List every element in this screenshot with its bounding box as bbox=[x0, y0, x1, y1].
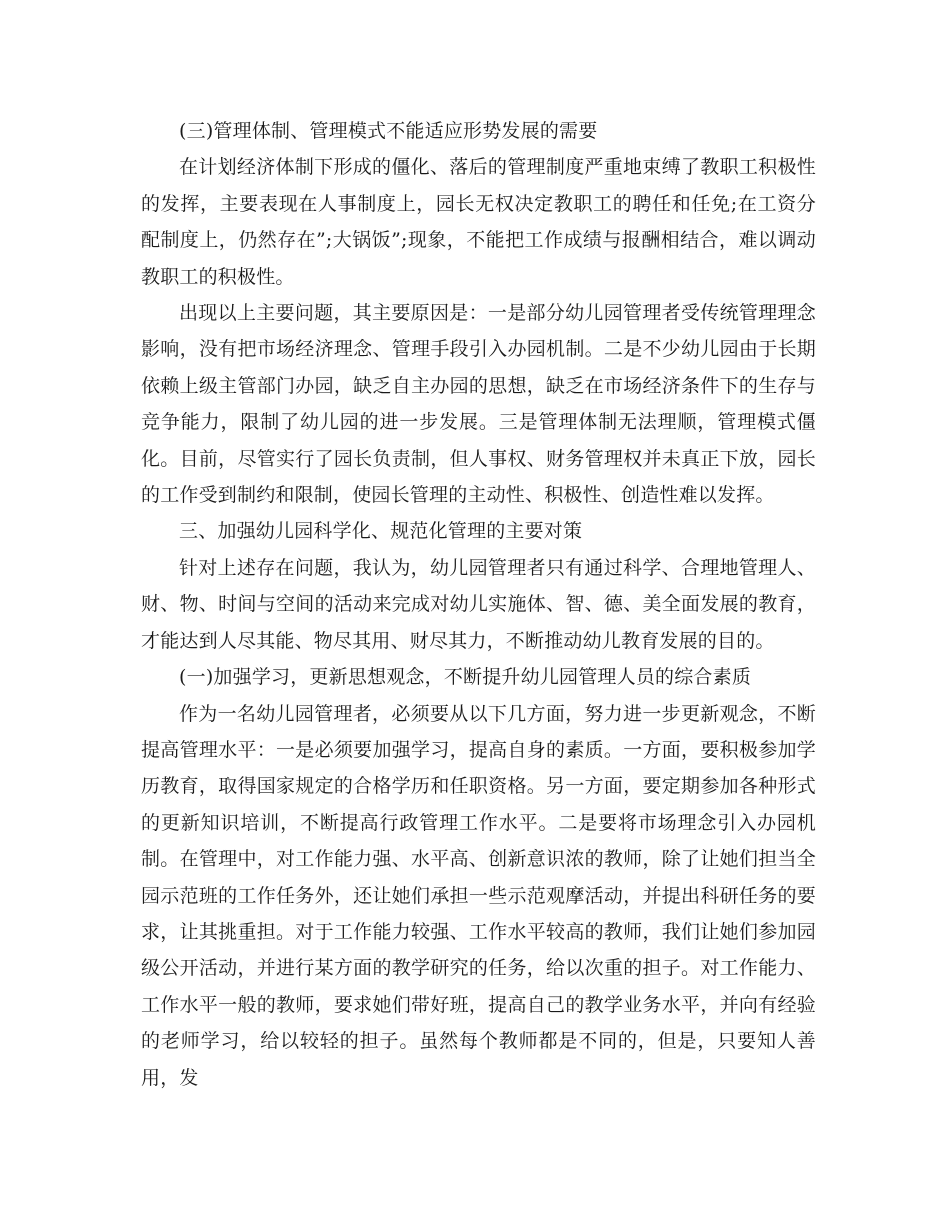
section-heading-countermeasures: 三、加强幼儿园科学化、规范化管理的主要对策 bbox=[179, 520, 583, 543]
section-heading-strengthen-learning: (一)加强学习，更新思想观念，不断提升幼儿园管理人员的综合素质 bbox=[179, 666, 752, 689]
body-paragraph: 作为一名幼儿园管理者，必须要从以下几方面，努力进一步更新观念，不断提高管理水平：一是必须要加强学习，提高自身的素质。一方面，要积极参加学历教育，取得国家规定的合格学历和任职资格。另一方面，要定期参加各种形式的更新知识培训，不断提高行政管理工作水平。二是要将市场理念引入办园机制。在管理中，对工作能力强、水平高、创新意识浓的教师，除了让她们担当全园示范班的工作任务外，还让她们承担一些示范观摩活动，并提出科研任务的要求，让其挑重担。对于工作能力较强、工作水平较高的教师，我们让她们参加园级公开活动，并进行某方面的教学研究的任务，给以次重的担子。对工作能力、工作水平一般的教师，要求她们带好班，提高自己的教学业务水平，并向有经验的老师学习，给以较轻的担子。虽然每个教师都是不同的，但是，只要知人善用，发 bbox=[141, 702, 816, 1089]
section-heading-management-system: (三)管理体制、管理模式不能适应形势发展的需要 bbox=[179, 120, 598, 142]
body-paragraph: 出现以上主要问题，其主要原因是：一是部分幼儿园管理者受传统管理理念影响，没有把市场经济理念、管理手段引入办园机制。二是不少幼儿园由于长期依赖上级主管部门办园，缺乏自主办园的思想，缺乏在市场经济条件下的生存与竞争能力，限制了幼儿园的进一步发展。三是管理体制无法理顺，管理模式僵化。目前，尽管实行了园长负责制，但人事权、财务管理权并未真正下放，园长的工作受到制约和限制，使园长管理的主动性、积极性、创造性难以发挥。 bbox=[141, 302, 816, 507]
body-paragraph: 针对上述存在问题，我认为，幼儿园管理者只有通过科学、合理地管理人、财、物、时间与空间的活动来完成对幼儿实施体、智、德、美全面发展的教育，才能达到人尽其能、物尽其用、财尽其力，不断推动幼儿教育发展的目的。 bbox=[141, 556, 816, 652]
document-body bbox=[141, 113, 816, 1096]
body-paragraph: 在计划经济体制下形成的僵化、落后的管理制度严重地束缚了教职工积极性的发挥，主要表现在人事制度上，园长无权决定教职工的聘任和任免;在工资分配制度上，仍然存在”;大锅饭”;现象，不能把工作成绩与报酬相结合，难以调动教职工的积极性。 bbox=[141, 156, 816, 288]
